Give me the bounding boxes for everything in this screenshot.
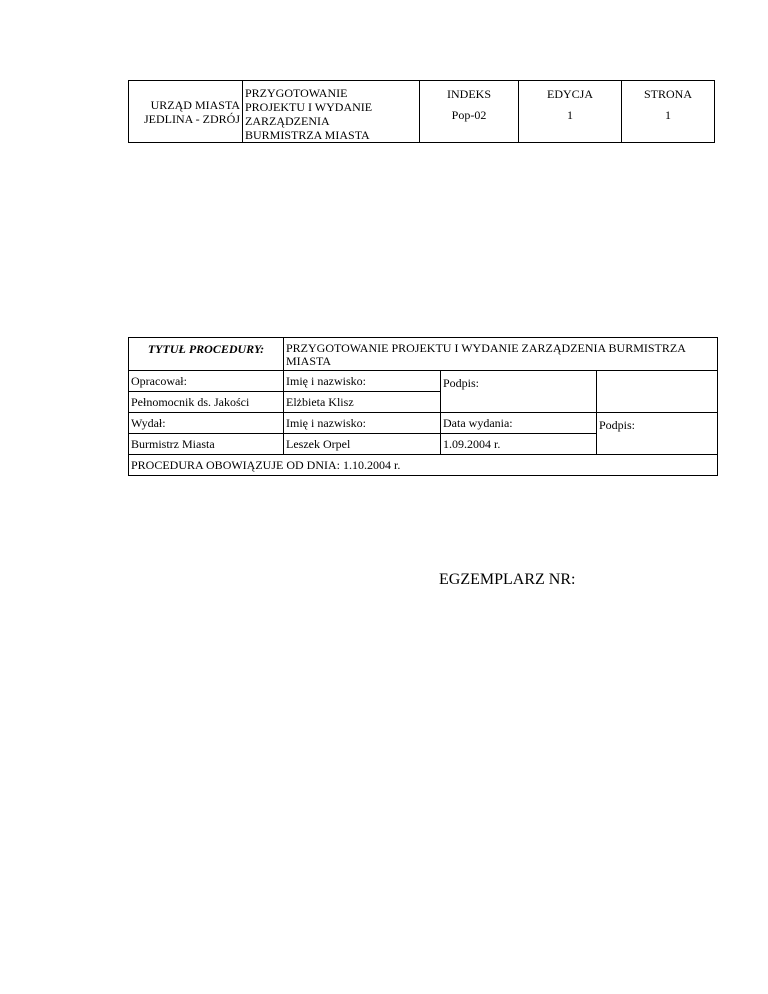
procedure-title-label: TYTUŁ PROCEDURY: — [129, 338, 284, 371]
edition-cell — [519, 81, 622, 143]
office-name-cell — [129, 81, 243, 143]
page-value: 1 — [665, 108, 671, 122]
prepared-by-label: Opracował: — [129, 371, 284, 392]
index-value: Pop-02 — [451, 108, 487, 122]
edition-value: 1 — [567, 108, 573, 122]
document-title-line4: BURMISTRZA MIASTA — [245, 128, 370, 142]
issued-name-label: Imię i nazwisko: — [284, 413, 441, 434]
issued-by-label: Wydał: — [129, 413, 284, 434]
office-name-line2: JEDLINA - ZDRÓJ — [144, 111, 240, 126]
prepared-signature-field — [597, 371, 718, 413]
document-title-line3: ZARZĄDZENIA — [245, 114, 330, 128]
procedure-table — [128, 337, 718, 476]
document-title-line2: PROJEKTU I WYDANIE — [245, 100, 373, 114]
issue-date-label: Data wydania: — [441, 413, 597, 434]
issue-date-value: 1.09.2004 r. — [441, 434, 597, 455]
issued-by-name: Leszek Orpel — [284, 434, 441, 455]
issued-signature-label: Podpis: — [597, 413, 718, 455]
document-header-table — [128, 80, 715, 143]
procedure-title-value: PRZYGOTOWANIE PROJEKTU I WYDANIE ZARZĄDZENIA BURMISTRZA MIASTA — [284, 338, 718, 371]
prepared-name-label: Imię i nazwisko: — [284, 371, 441, 392]
index-cell — [420, 81, 519, 143]
office-name-line1: URZĄD MIASTA — [150, 97, 240, 112]
prepared-by-role: Pełnomocnik ds. Jakości — [129, 392, 284, 413]
page-cell — [622, 81, 715, 143]
index-label: INDEKS — [447, 87, 491, 101]
issued-by-role: Burmistrz Miasta — [129, 434, 284, 455]
prepared-signature-label: Podpis: — [441, 371, 597, 413]
document-title-cell — [243, 81, 420, 143]
prepared-by-name: Elżbieta Klisz — [284, 392, 441, 413]
page-label: STRONA — [643, 87, 692, 101]
document-title-line1: PRZYGOTOWANIE — [245, 86, 348, 100]
edition-label: EDYCJA — [546, 87, 593, 101]
procedure-effective-date: PROCEDURA OBOWIĄZUJE OD DNIA: 1.10.2004 r. — [129, 455, 718, 476]
copy-number-label: EGZEMPLARZ NR: — [439, 571, 576, 588]
